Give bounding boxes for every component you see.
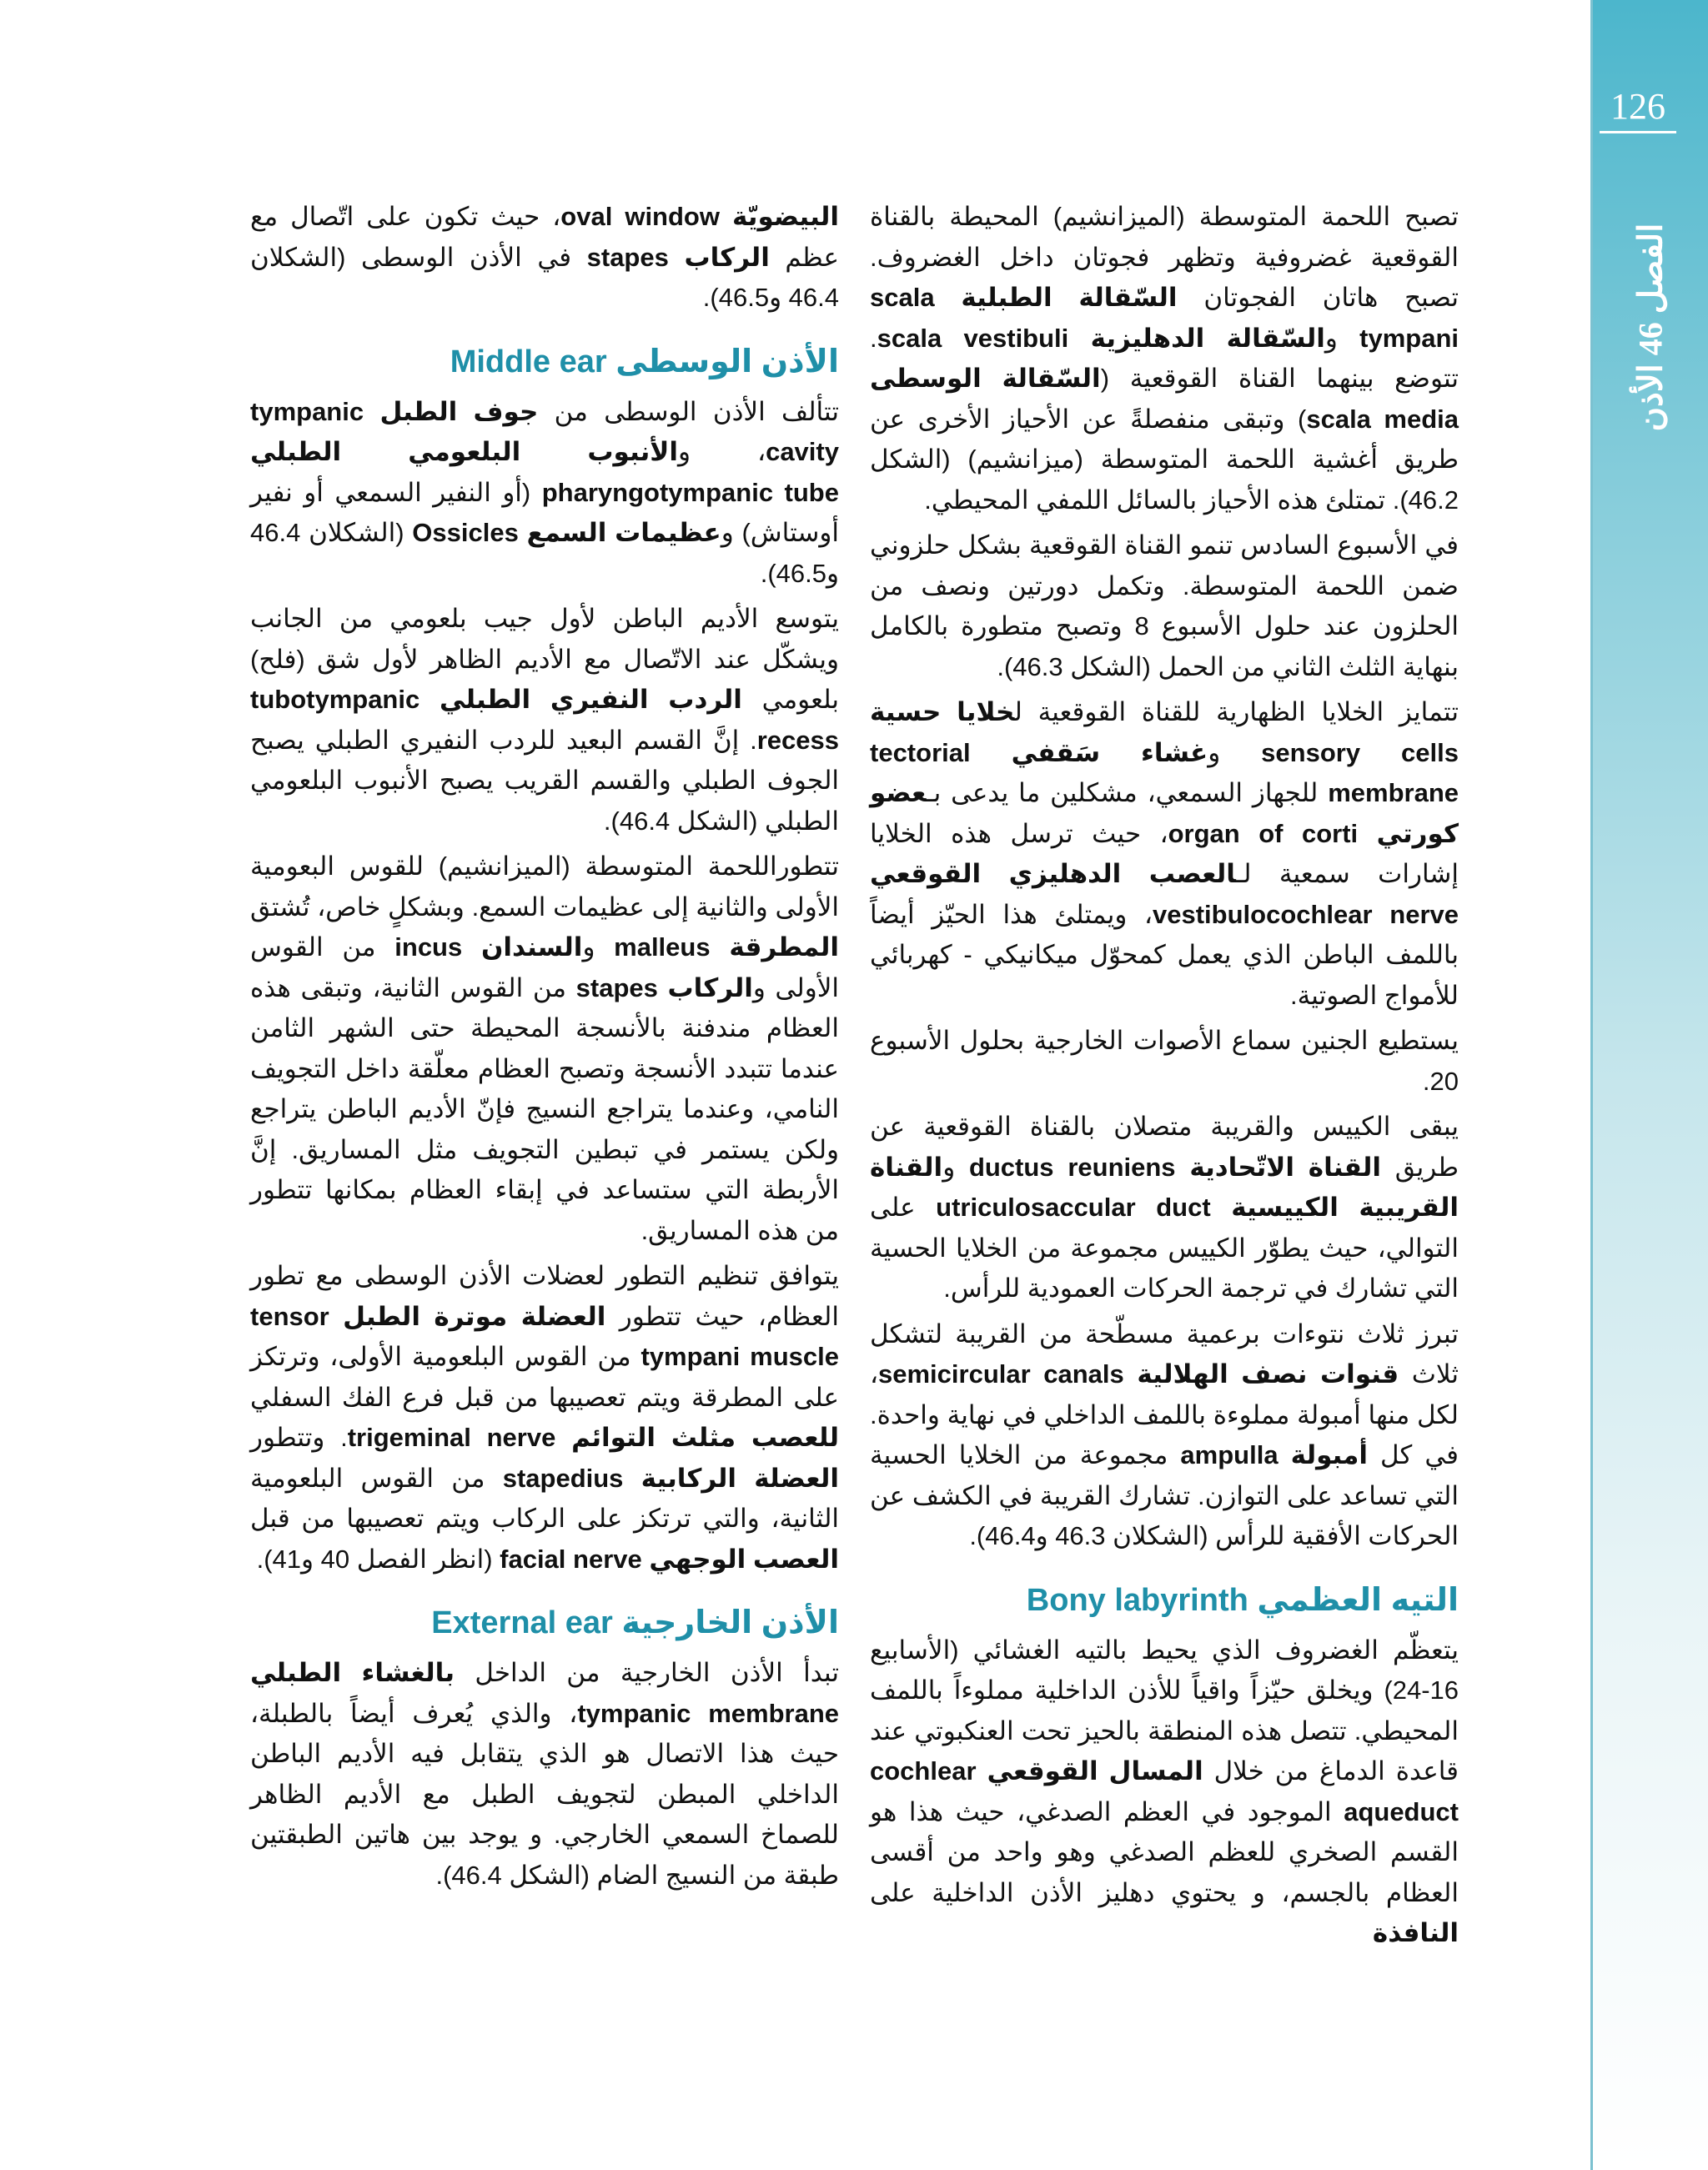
section-heading (870, 1579, 1459, 1622)
text-run (720, 202, 732, 231)
text-run (519, 518, 527, 547)
english-term: vestibulocochlear nerve (1153, 899, 1459, 929)
text-run: و (1324, 323, 1360, 353)
arabic-term: أمبولة (1290, 1440, 1368, 1469)
english-term: tympanic membrane (577, 1698, 839, 1728)
text-run (935, 283, 962, 312)
english-term: tectorial membrane (870, 737, 1459, 807)
text-run: ، حيث ترسل هذه الخلايا إشارات سمعية لـ (870, 818, 1459, 888)
arabic-term: النافذة (1372, 1918, 1459, 1947)
text-run: على التوالي، حيث يطوّر الكييس مجموعة من الخلايا الحسية التي تشارك في ترجمة الحركات العمودية للرأس. (870, 1193, 1459, 1303)
text-run: تتطوراللحمة المتوسطة (الميزانشيم) للقوس البعومية الأولى والثانية إلى عظيمات السمع. وبشكلٍ خاص، تُشتق (250, 851, 839, 922)
paragraph (870, 197, 1459, 520)
text-run: في الأذن الوسطى (الشكلان 46.4 و46.5). (250, 242, 839, 312)
paragraph (250, 1256, 839, 1580)
english-term: scala vestibuli (877, 323, 1069, 353)
arabic-term: عضو كورتي (870, 778, 1459, 848)
section-heading (250, 340, 839, 384)
arabic-term: القناة القريبية الكييسية (870, 1152, 1459, 1222)
arabic-term: الركاب (684, 242, 770, 272)
arabic-term: السّقالة الطبلية (961, 283, 1178, 312)
english-term: incus (394, 932, 463, 962)
paragraph (250, 1653, 839, 1896)
text-run: تبدأ الأذن الخارجية من الداخل (454, 1658, 839, 1687)
english-term: tympanic cavity (250, 396, 839, 466)
text-run: (الشكلان 46.4 و46.5). (250, 518, 839, 588)
english-term: tensor tympani muscle (250, 1301, 839, 1371)
arabic-term: السّقالة الدهليزية (1090, 323, 1325, 353)
text-run: في الأسبوع السادس تنمو القناة القوقعية بشكل حلزوني ضمن اللحمة المتوسطة. وتكمل دورتين ونصف من الحلزون عند حلول الأسبوع 8 وتصبح متطورة بالكامل بنهاية الثلث الثاني من الحمل (الشكل 46.3). (870, 530, 1459, 681)
text-run (462, 932, 481, 962)
text-run: يتوافق تنظيم التطور لعضلات الأذن الوسطى مع تطور العظام، حيث تتطور (250, 1261, 839, 1331)
text-run: . إنَّ القسم البعيد للردب النفيري الطبلي يصبح الجوف الطبلي والقسم القريب يصبح الأنبوب البلعومي الطبلي (الشكل 46.4). (250, 725, 839, 836)
text-run (419, 685, 440, 714)
text-run (1358, 819, 1377, 848)
arabic-term: العضلة موترة الطبل (343, 1301, 606, 1331)
english-term: utriculosaccular duct (936, 1193, 1211, 1222)
text-run: . وتتطور (250, 1423, 348, 1452)
arabic-term: العصب الدهليزي القوقعي (870, 859, 1236, 888)
text-run: ، و (678, 437, 766, 466)
text-run: يبقى الكييس والقريبة متصلان بالقناة القوقعية عن طريق (870, 1112, 1459, 1182)
paragraph (250, 392, 839, 595)
text-run: و (582, 932, 615, 962)
text-run: ، حيث تكون على اتّصال مع عظم (250, 202, 839, 272)
text-run (1068, 324, 1090, 353)
english-term: ampulla (1180, 1440, 1278, 1469)
english-term: oval window (560, 202, 720, 231)
text-run (977, 1756, 987, 1786)
text-run: الأذن الوسطى (615, 344, 839, 379)
text-run (1278, 1440, 1291, 1469)
english-term: Middle ear (450, 344, 607, 379)
text-run (1211, 1193, 1232, 1222)
text-run (669, 243, 685, 272)
arabic-term: البيضويّة (732, 202, 839, 231)
english-term: scala tympani (870, 283, 1459, 353)
paragraph (870, 1107, 1459, 1309)
text-run: و (942, 1152, 969, 1182)
english-term: trigeminal nerve (347, 1423, 556, 1452)
arabic-term: للعصب مثلث التوائم (571, 1423, 839, 1452)
paragraph (250, 599, 839, 841)
arabic-term: السندان (480, 932, 583, 962)
arabic-term: قنوات نصف الهلالية (1137, 1359, 1399, 1389)
text-run: ) وتبقى منفصلةً عن الأحياز الأخرى عن طريق أغشية اللحمة المتوسطة (ميزانشيم) (الشكل 46.2). تمتلئ هذه الأحياز بالسائل اللمفي المحيطي. (870, 404, 1459, 515)
text-run: من القوس البلعومية الثانية، والتي ترتكز على الركاب ويتم تعصيبها من قبل (250, 1463, 839, 1533)
english-term: malleus (614, 932, 711, 962)
arabic-term: جوف الطبل (379, 396, 539, 426)
chapter-label-text: الفصل 46 الأذن (1631, 223, 1670, 431)
paragraph (250, 846, 839, 1251)
paragraph (870, 1021, 1459, 1102)
english-term: cochlear aqueduct (870, 1756, 1459, 1826)
text-column-right (870, 197, 1459, 1954)
page-number: 126 (1610, 86, 1665, 127)
arabic-term: الركاب (667, 972, 753, 1002)
english-term: Ossicles (412, 518, 519, 547)
english-term: scala media (1306, 404, 1459, 434)
english-term: ductus reuniens (968, 1152, 1176, 1182)
text-run: للجهاز السمعي، مشكلين ما يدعى بـ (926, 778, 1329, 807)
text-run: (أو النفير السمعي أو نفير أوستاش) و (250, 477, 839, 547)
text-run: مجموعة من الخلايا الحسية التي تساعد على التوازن. تشارك القريبة في الكشف عن الحركات الأفقية للرأس (الشكلان 46.3 و46.4). (870, 1440, 1459, 1550)
text-run (971, 738, 1012, 767)
arabic-term: العضلة الركابية (640, 1463, 839, 1493)
text-run (1176, 1153, 1190, 1182)
text-run: . تتوضع بينهما القناة القوقعية ( (870, 323, 1459, 393)
english-term: External ear (431, 1605, 613, 1640)
text-run: يستطيع الجنين سماع الأصوات الخارجية بحلول الأسبوع 20. (870, 1026, 1459, 1096)
text-run: تصبح اللحمة المتوسطة (الميزانشيم) المحيطة بالقناة القوقعية غضروفية وتظهر فجوتان داخل الغضروف. تصبح هاتان الفجوتان (870, 202, 1459, 312)
paragraph (870, 1630, 1459, 1954)
text-run: ، ويمتلئ هذا الحيّز أيضاً باللمف الباطن الذي يعمل كمحوّل ميكانيكي - كهربائي للأمواج الصوتية. (870, 899, 1459, 1010)
text-run: تبرز ثلاث نتوءات برعمية مسطّحة من القريبة لتشكل ثلاث (870, 1319, 1459, 1389)
text-run (364, 397, 379, 426)
english-term: organ of corti (1168, 818, 1359, 848)
text-run (329, 1302, 343, 1331)
english-term: pharyngotympanic tube (541, 477, 839, 507)
text-run (711, 932, 730, 962)
arabic-term: عظيمات السمع (526, 518, 721, 547)
paragraph (250, 197, 839, 319)
text-run: و (1208, 737, 1262, 767)
text-run (555, 1423, 571, 1452)
arabic-term: غشاء سَقفي (1011, 737, 1208, 767)
text-run (1248, 1583, 1258, 1618)
text-run: من القوس الأولى و (250, 932, 839, 1002)
text-run (658, 973, 668, 1002)
arabic-term: المطرقة (729, 932, 839, 962)
arabic-term: القناة الاتّحادية (1189, 1152, 1381, 1182)
text-run (1124, 1359, 1138, 1389)
paragraph (870, 692, 1459, 1016)
arabic-term: السّقالة الوسطى (870, 364, 1101, 393)
page-number-underline (1600, 131, 1676, 133)
text-run (613, 1605, 622, 1640)
text-run: التيه العظمي (1257, 1582, 1459, 1618)
paragraph (870, 1314, 1459, 1557)
section-heading (250, 1601, 839, 1645)
text-run: ، والذي يُعرف أيضاً بالطبلة، حيث هذا الاتصال هو الذي يتقابل فيه الأديم الباطن الداخلي المبطن لتجويف الطبل مع الأديم الظاهر للصماخ السمعي الخارجي. و يوجد بين هاتين الطبقتين طبقة من النسيج الضام (الشكل 46.4). (250, 1698, 839, 1890)
text-run: يتعظّم الغضروف الذي يحيط بالتيه الغشائي (الأسابيع 16-24) ويخلق حيّزاً واقياً للأذن الداخلية مملوءاً باللمف المحيطي. تتصل هذه المنطقة بالحيز تحت العنكبوتي عند قاعدة الدماغ من خلال (870, 1635, 1459, 1786)
arabic-term: الأنبوب البلعومي الطبلي (250, 437, 678, 466)
text-run: تتمايز الخلايا الظهارية للقناة القوقعية ل (1014, 697, 1459, 726)
english-term: stapes (586, 242, 669, 272)
arabic-term: المسال القوقعي (987, 1756, 1203, 1786)
text-run: (انظر الفصل 40 و41). (256, 1544, 500, 1574)
english-term: Bony labyrinth (1026, 1582, 1248, 1618)
arabic-term: خلايا حسية (870, 697, 1015, 726)
chapter-label (1621, 219, 1680, 435)
english-term: semicircular canals (878, 1359, 1124, 1389)
text-run: من القوس الثانية، وتبقى هذه العظام مندفنة بالأنسجة المحيطة حتى الشهر الثامن عندما تتبدد الأنسجة وتصبح العظام معلّقة داخل التجويف النامي، وعندما يتراجع النسيج فإنّ الأديم الباطن يتراجع ولكن يستمر في تبطين التجويف مثل المساريق. إنَّ الأربطة التي ستساعد في إبقاء العظام بمكانها تتطور من هذه المساريق. (250, 972, 839, 1245)
text-run: الموجود في العظم الصدغي، حيث هذا هو القسم الصخري للعظم الصدغي وهو واحد من أقسى العظام بالجسم، و يحتوي دهليز الأذن الداخلية على (870, 1796, 1459, 1907)
arabic-term: الردب النفيري الطبلي (440, 685, 742, 714)
arabic-term: العصب الوجهي (649, 1544, 839, 1574)
text-run: ، لكل منها أمبولة مملوءة باللمف الداخلي في نهاية واحدة. في كل (870, 1359, 1459, 1469)
english-term: tubotympanic recess (250, 685, 839, 755)
text-run: يتوسع الأديم الباطن لأول جيب بلعومي من الجانب ويشكّل عند الاتّصال مع الأديم الظاهر لأول شق (فلح) بلعومي (250, 604, 839, 714)
text-run: تتألف الأذن الوسطى من (538, 396, 839, 426)
english-term: facial nerve (500, 1544, 642, 1574)
text-run: من القوس البلعومية الأولى، وترتكز على المطرقة ويتم تعصيبها من قبل فرع الفك السفلي (250, 1342, 839, 1412)
text-run (623, 1464, 640, 1493)
arabic-term: بالغشاء الطبلي (250, 1658, 455, 1687)
english-term: stapes (575, 972, 658, 1002)
english-term: stapedius (502, 1463, 624, 1493)
text-column-left (250, 197, 839, 1896)
text-run: الأذن الخارجية (621, 1605, 839, 1640)
paragraph (870, 525, 1459, 687)
text-run (607, 344, 616, 379)
english-term: sensory cells (1261, 737, 1459, 767)
